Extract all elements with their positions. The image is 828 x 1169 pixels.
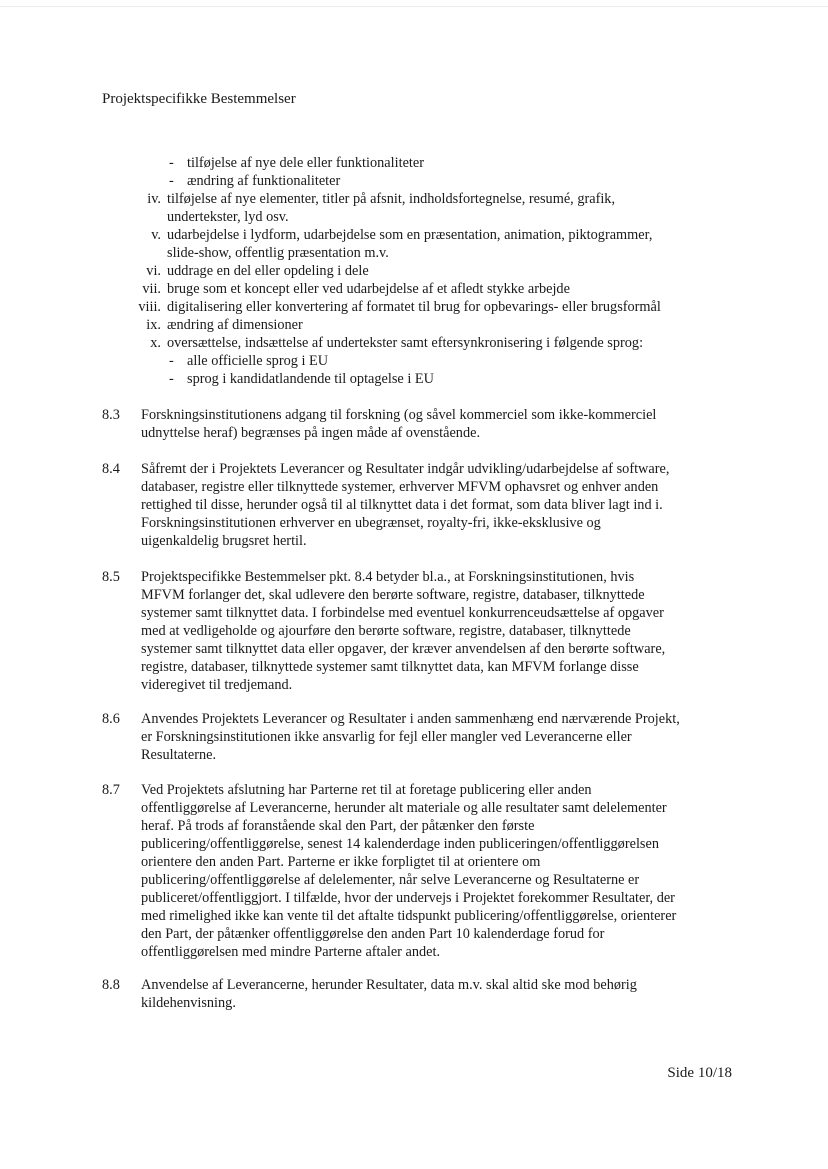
list-item: vii. bruge som et koncept eller ved udarbejdelse af et afledt stykke arbejde	[142, 281, 570, 297]
section-number: 8.8	[102, 977, 120, 993]
list-item: iv. tilføjelse af nye elementer, titler på afsnit, indholdsfortegnelse, resumé, grafik, undertekster, lyd osv.	[147, 191, 616, 225]
page-number: Side 10/18	[667, 1065, 732, 1081]
section-8-3-text: Forskningsinstitutionens adgang til forskning (og såvel kommerciel som ikke-kommerciel udnyttelse heraf) begrænses på ingen måde af ovenstående.	[141, 407, 657, 441]
section-8-5-text: Projektspecifikke Bestemmelser pkt. 8.4 betyder bl.a., at Forskningsinstitutionen, hvis MFVM forlanger det, skal udlevere den berørte software, registre, databaser, tilknyttede systemer samt tilknyttet data. I forbindelse med eventuel konkurrenceudsættelse af opgaver med at vedligeholde og ajourføre den berørte software, registre, databaser, tilknyttede systemer samt tilknyttet data eller opgaver, der kræver anvendelsen af den berørte software, registre, databaser, tilknyttede systemer samt tilknyttet data, kan MFVM forlange disse videregivet til tredjemand.	[141, 569, 666, 693]
list-item: - alle officielle sprog i EU	[169, 353, 329, 369]
dash-list-languages	[169, 352, 434, 388]
section-8-6-text: Anvendes Projektets Leverancer og Resultater i anden sammenhæng end nærværende Projekt, er Forskningsinstitutionen ikke ansvarlig for fejl eller mangler ved Leverancerne eller Resultaterne.	[141, 711, 680, 763]
dash-list-top	[169, 154, 424, 190]
section-8-4-text: Såfremt der i Projektets Leverancer og Resultater indgår udvikling/udarbejdelse af software, databaser, registre eller tilknyttede systemer, erhverver MFVM ophavsret og enhver anden rettighed til disse, herunder også til al tilknyttet data i det format, som data bliver lagt ind i. Forskningsinstitutionen erhverver en ubegrænset, royalty-fri, ikke-eksklusive og uigenkaldelig brugsret hertil.	[141, 461, 670, 549]
list-item: v. udarbejdelse i lydform, udarbejdelse som en præsentation, animation, piktogrammer, slide-show, offentlig præsentation m.v.	[151, 227, 653, 261]
section-number: 8.3	[102, 407, 120, 423]
section-number: 8.6	[102, 711, 120, 727]
section-number: 8.7	[102, 782, 120, 798]
section-8-7-text: Ved Projektets afslutning har Parterne ret til at foretage publicering eller anden offentliggørelse af Leverancerne, herunder alt materiale og alle resultater samt delelementer heraf. På trods af foranstående skal den Part, der påtænker den første publicering/offentliggørelse, senest 14 kalenderdage inden publiceringen/offentliggørelsen orientere den anden Part. Parterne er ikke forpligtet til at orientere om publicering/offentliggørelse af delelementer, når selve Leverancerne og Resultaterne er publiceret/offentliggjort. I tilfælde, hvor der undervejs i Projektet forekommer Resultater, der med rimelighed ikke kan vente til det aftalte tidspunkt publicering/offentliggørelse, orienterer den Part, der påtænker offentliggørelse den anden Part 10 kalenderdage forud for offentliggørelsen med mindre Parterne aftaler andet.	[141, 782, 677, 960]
list-item: viii. digitalisering eller konvertering af formatet til brug for opbevarings- eller brugsformål	[138, 299, 661, 315]
section-number: 8.5	[102, 569, 120, 585]
list-item: - ændring af funktionaliteter	[169, 173, 341, 189]
list-item: - sprog i kandidatlandende til optagelse i EU	[169, 371, 434, 387]
page-header: Projektspecifikke Bestemmelser	[102, 91, 296, 107]
section-8-8-text: Anvendelse af Leverancerne, herunder Resultater, data m.v. skal altid ske mod behørig kildehenvisning.	[141, 977, 637, 1011]
list-item: - tilføjelse af nye dele eller funktionaliteter	[169, 155, 424, 171]
section-number: 8.4	[102, 461, 120, 477]
page-edge	[0, 6, 828, 7]
list-item: ix. ændring af dimensioner	[146, 317, 303, 333]
roman-list	[138, 190, 661, 352]
list-item: vi. uddrage en del eller opdeling i dele	[146, 263, 369, 279]
list-item: x. oversættelse, indsættelse af undertekster samt eftersynkronisering i følgende sprog:	[150, 335, 644, 351]
